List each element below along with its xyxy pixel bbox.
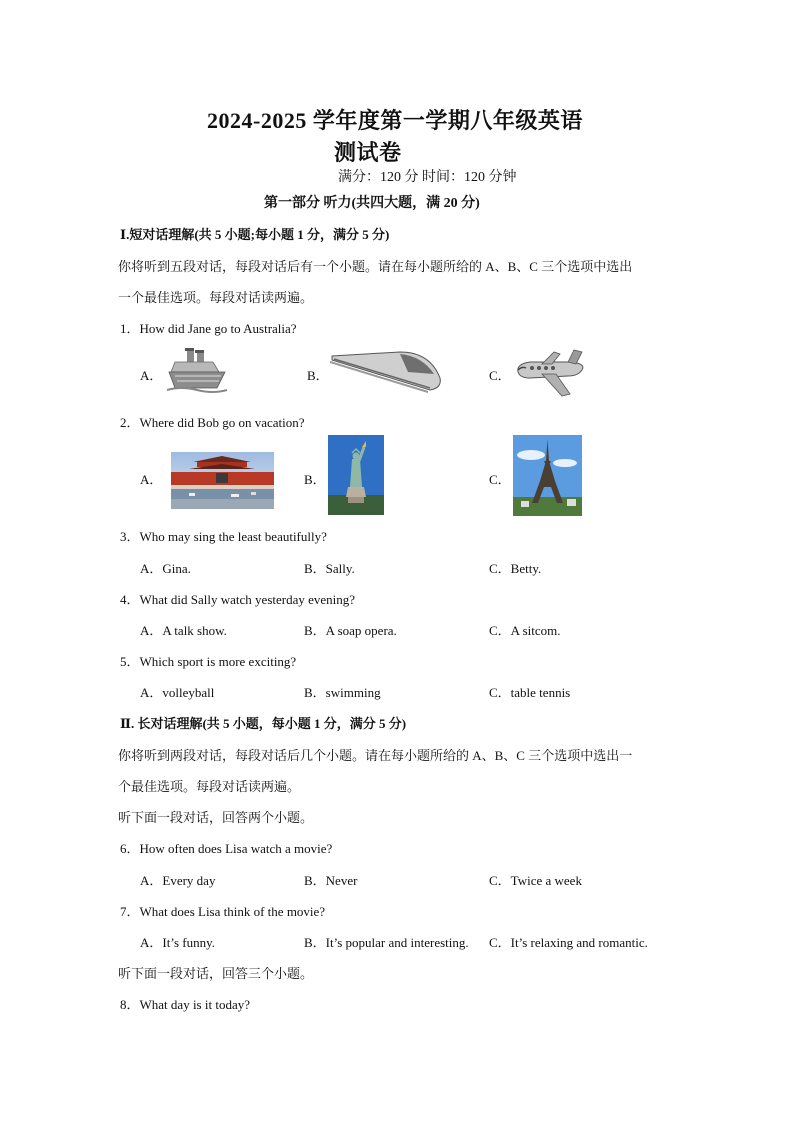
option-b[interactable]	[304, 620, 397, 639]
option-text: Twice a week	[510, 873, 582, 888]
option-label: A．	[140, 561, 163, 576]
option-text: Never	[325, 873, 358, 888]
question-5	[120, 651, 296, 670]
question-number: 6．	[120, 841, 140, 856]
section2-instruction: 你将听到两段对话，每段对话后几个小题。请在每小题所给的 A、B、C 三个选项中选出一	[118, 748, 633, 763]
option-label: B．	[304, 561, 326, 576]
option-c[interactable]	[489, 682, 570, 701]
option-label: A．	[140, 623, 163, 638]
option-a[interactable]	[140, 932, 215, 951]
question-1	[120, 318, 297, 337]
option-text: It’s relaxing and romantic.	[510, 935, 648, 950]
option-label: A．	[140, 873, 163, 888]
option-a[interactable]	[140, 870, 215, 889]
question-text: How did Jane go to Australia?	[139, 321, 297, 336]
section1-instruction: 一个最佳选项。每段对话读两遍。	[118, 290, 314, 305]
option-text: Betty.	[510, 561, 542, 576]
option-label: B．	[304, 685, 326, 700]
option-a[interactable]	[140, 682, 214, 701]
option-label: C．	[489, 685, 511, 700]
option-text: table tennis	[510, 685, 571, 700]
option-text: volleyball	[162, 685, 215, 700]
question-text: What does Lisa think of the movie?	[139, 904, 326, 919]
option-label: C．	[489, 561, 511, 576]
plane-icon	[512, 348, 588, 400]
ship-icon	[165, 344, 229, 396]
option-label: B．	[304, 873, 326, 888]
option-text: Every day	[162, 873, 216, 888]
part1-title: 第一部分 听力(共四大题，满 20 分)	[264, 196, 480, 211]
option-a[interactable]	[140, 620, 227, 639]
option-label: C．	[489, 935, 511, 950]
question-number: 2．	[120, 415, 140, 430]
section2-heading: Ⅱ. 长对话理解(共 5 小题，每小题 1 分，满分 5 分)	[120, 716, 407, 731]
question-number: 7．	[120, 904, 140, 919]
exam-title-line2: 测试卷	[334, 140, 402, 165]
option-text: It’s popular and interesting.	[325, 935, 469, 950]
option-text: It’s funny.	[162, 935, 215, 950]
option-label[interactable]: B．	[304, 472, 326, 487]
statue-of-liberty-photo	[328, 435, 384, 515]
question-text: How often does Lisa watch a movie?	[139, 841, 333, 856]
option-label: A．	[140, 935, 163, 950]
option-label: C．	[489, 873, 511, 888]
option-a[interactable]	[140, 558, 191, 577]
option-label[interactable]: B．	[307, 368, 329, 383]
question-number: 3．	[120, 529, 140, 544]
eiffel-tower-photo	[513, 435, 582, 516]
option-text: Sally.	[325, 561, 355, 576]
option-label[interactable]: C．	[489, 472, 511, 487]
option-c[interactable]	[489, 870, 582, 889]
section2-instruction: 个最佳选项。每段对话读两遍。	[118, 779, 301, 794]
option-b[interactable]	[304, 682, 381, 701]
question-2	[120, 412, 305, 431]
question-4	[120, 589, 355, 608]
dialog1-intro: 听下面一段对话，回答两个小题。	[118, 810, 314, 825]
question-3	[120, 526, 327, 545]
option-b[interactable]	[304, 870, 357, 889]
option-label: B．	[304, 935, 326, 950]
train-icon	[330, 348, 446, 396]
section1-instruction: 你将听到五段对话，每段对话后有一个小题。请在每小题所给的 A、B、C 三个选项中选出	[118, 259, 633, 274]
option-c[interactable]	[489, 620, 561, 639]
question-7	[120, 901, 325, 920]
option-label: A．	[140, 685, 163, 700]
question-text: Who may sing the least beautifully?	[139, 529, 327, 544]
question-number: 8．	[120, 997, 140, 1012]
tiananmen-photo	[171, 452, 274, 509]
question-text: What did Sally watch yesterday evening?	[139, 592, 356, 607]
score-time: 满分：120 分 时间：120 分钟	[338, 170, 517, 185]
option-label: C．	[489, 623, 511, 638]
option-text: Gina.	[162, 561, 191, 576]
option-label[interactable]: C．	[489, 368, 511, 383]
question-6	[120, 838, 332, 857]
question-number: 1．	[120, 321, 140, 336]
question-8	[120, 994, 250, 1013]
dialog2-intro: 听下面一段对话，回答三个小题。	[118, 966, 314, 981]
option-b[interactable]	[304, 932, 469, 951]
option-label: B．	[304, 623, 326, 638]
option-c[interactable]	[489, 558, 541, 577]
option-b[interactable]	[304, 558, 355, 577]
question-number: 4．	[120, 592, 140, 607]
option-text: A sitcom.	[510, 623, 561, 638]
exam-title-line1: 2024-2025 学年度第一学期八年级英语	[207, 108, 583, 133]
question-text: Which sport is more exciting?	[139, 654, 297, 669]
question-text: What day is it today?	[139, 997, 250, 1012]
option-text: A talk show.	[162, 623, 227, 638]
option-c[interactable]	[489, 932, 648, 951]
option-label[interactable]: A．	[140, 368, 163, 383]
section1-heading: Ⅰ.短对话理解(共 5 小题;每小题 1 分，满分 5 分)	[120, 227, 390, 242]
option-label[interactable]: A．	[140, 472, 163, 487]
question-text: Where did Bob go on vacation?	[139, 415, 305, 430]
question-number: 5．	[120, 654, 140, 669]
option-text: A soap opera.	[325, 623, 397, 638]
option-text: swimming	[325, 685, 381, 700]
